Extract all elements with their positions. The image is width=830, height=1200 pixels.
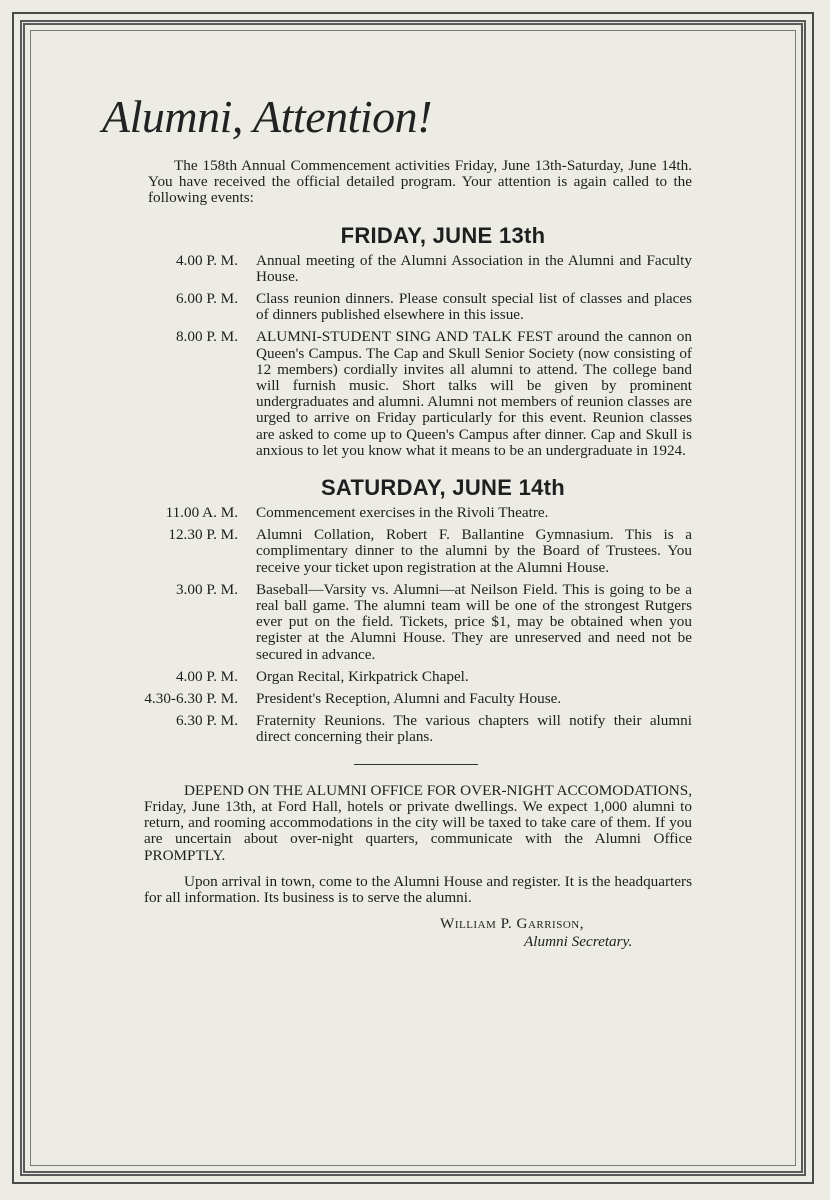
intro-paragraph — [148, 158, 692, 207]
signature-name: William P. Garrison, — [440, 915, 585, 933]
schedule-item — [104, 253, 692, 285]
schedule-item — [104, 329, 692, 459]
schedule-item — [104, 527, 692, 576]
schedule-item — [104, 505, 692, 521]
accommodations-paragraph: DEPEND ON THE ALUMNI OFFICE FOR OVER-NIGHT ACCOMODATIONS, Friday, June 13th, at Ford Hall, hotels or private dwellings. We expect 1,000 alumni to return, and rooming accommodations in the city will be taxed to take care of them. If you are uncertain about over-night quarters, communicate with the Alumni Office PROMPTLY. — [144, 781, 692, 864]
event-time: 11.00 A. M. — [165, 504, 238, 522]
schedule-item — [104, 669, 692, 685]
schedule-item — [104, 291, 692, 323]
event-time: 12.30 P. M. — [168, 526, 238, 544]
event-time: 8.00 P. M. — [175, 328, 238, 346]
friday-heading: FRIDAY, JUNE 13th — [340, 222, 546, 248]
signature-title: Alumni Secretary. — [524, 933, 633, 951]
intro-text: The 158th Annual Commencement activities Friday, June 13th-Saturday, June 14th. You have received the official detailed program. Your attention is again called to the following events: — [148, 157, 692, 207]
event-description: Alumni Collation, Robert F. Ballantine Gymnasium. This is a complimentary dinner to the alumni by the Board of Trustees. You receive your ticket upon registration at the Alumni House. — [256, 526, 692, 576]
event-description: President's Reception, Alumni and Faculty House. — [256, 690, 562, 708]
page-title: Alumni, Attention! — [102, 91, 433, 142]
event-description: Class reunion dinners. Please consult special list of classes and places of dinners published elsewhere in this issue. — [256, 290, 692, 324]
event-description: Baseball—Varsity vs. Alumni—at Neilson Field. This is going to be a real ball game. The alumni team will be one of the strongest Rutgers ever put on the field. Tickets, price $1, may be obtained when you register at the Alumni House. They are unreserved and need not be secured in advance. — [256, 580, 692, 663]
event-description: Fraternity Reunions. The various chapters will notify their alumni direct concerning their plans. — [256, 712, 692, 746]
event-description: Organ Recital, Kirkpatrick Chapel. — [256, 667, 469, 685]
event-description: Annual meeting of the Alumni Association in the Alumni and Faculty House. — [256, 251, 692, 285]
schedule-item — [104, 582, 692, 663]
event-time: 4.00 P. M. — [175, 667, 238, 685]
event-description: ALUMNI-STUDENT SING AND TALK FEST around the cannon on Queen's Campus. The Cap and Skull Senior Society (now consisting of 12 members) cordially invites all alumni to attend. The college band will furnish music. Short talks will be given by prominent undergraduates and alumni. Alumni not members of reunion classes are urged to arrive on Friday particularly for this event. Reunion classes are asked to come up to Queen's Campus after dinner. Cap and Skull is anxious to let you know what it means to be an undergraduate in 1924. — [256, 328, 692, 459]
schedule-item — [104, 713, 692, 745]
saturday-heading: SATURDAY, JUNE 14th — [320, 475, 566, 501]
event-time: 4.00 P. M. — [175, 251, 238, 269]
section-divider — [354, 764, 478, 765]
event-description: Commencement exercises in the Rivoli Theatre. — [256, 504, 549, 522]
event-time: 3.00 P. M. — [175, 580, 238, 598]
event-time: 4.30-6.30 P. M. — [144, 690, 238, 708]
arrival-paragraph: Upon arrival in town, come to the Alumni House and register. It is the headquarters for all information. Its business is to serve the alumni. — [144, 872, 692, 906]
document-body — [104, 82, 692, 951]
event-time: 6.00 P. M. — [175, 290, 238, 308]
event-time: 6.30 P. M. — [175, 712, 238, 730]
schedule-item — [104, 691, 692, 707]
